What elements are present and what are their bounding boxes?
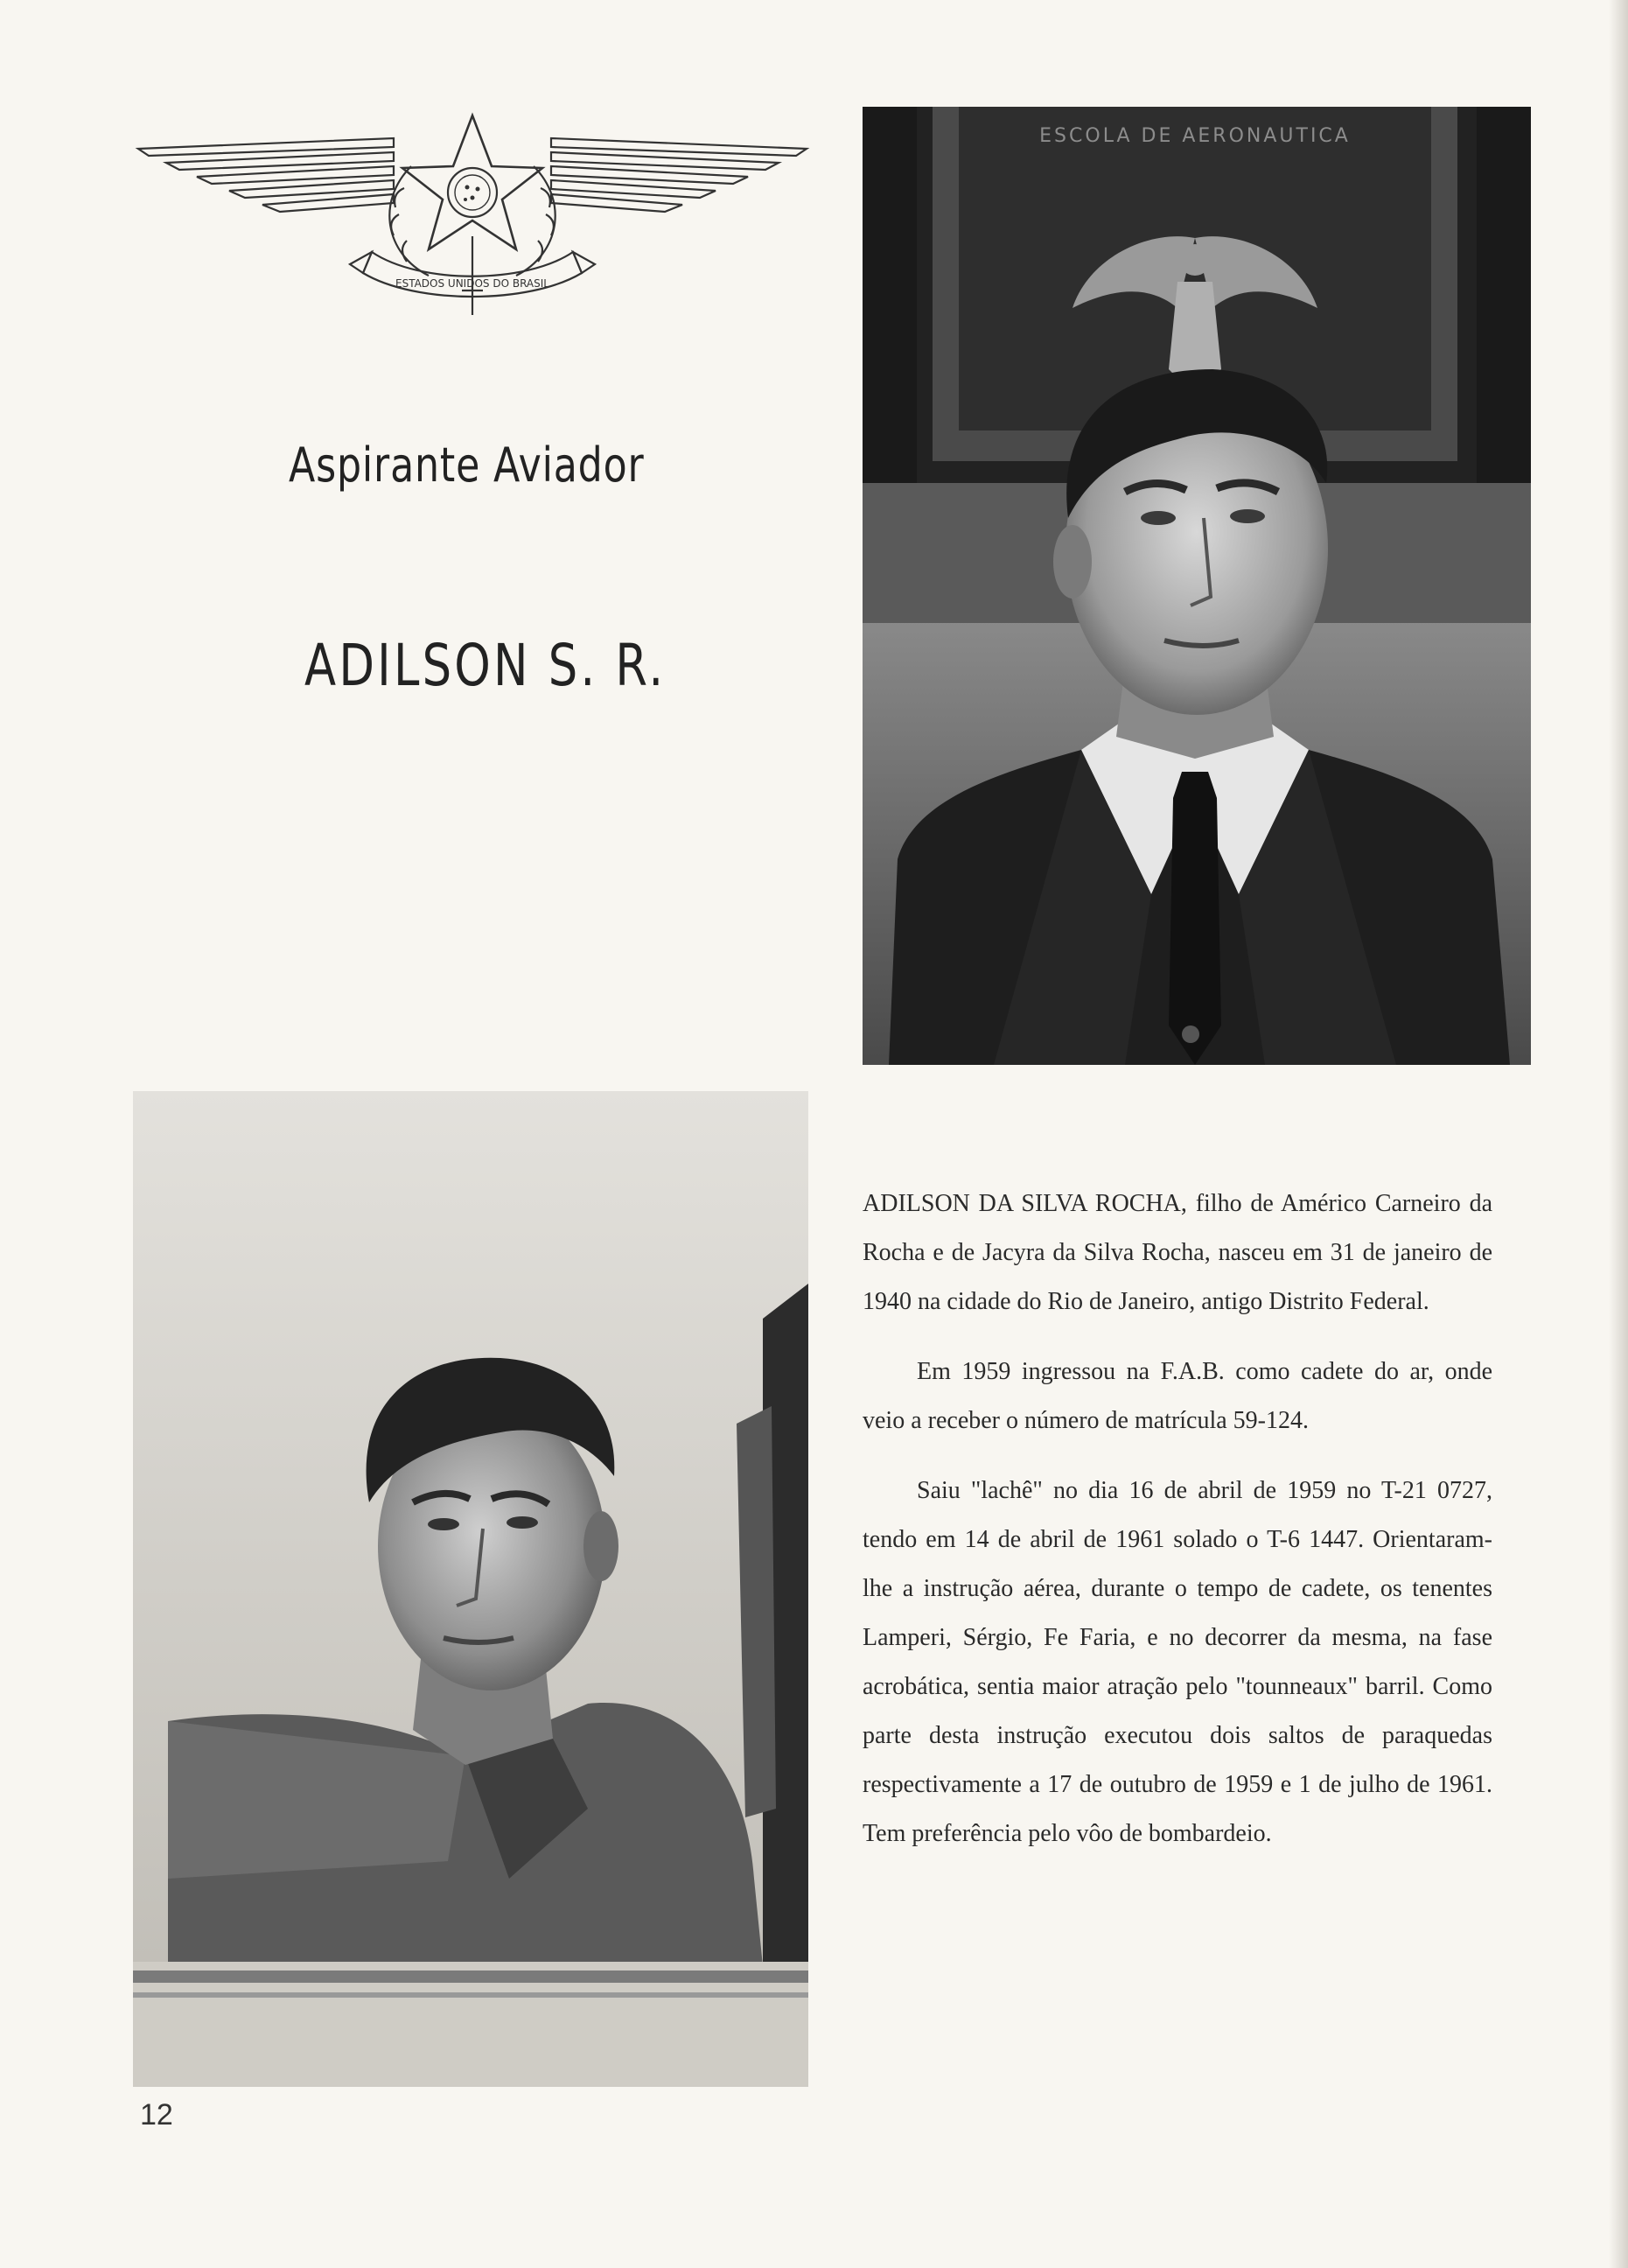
biography bbox=[863, 1180, 1492, 1880]
air-force-wings-insignia-icon bbox=[131, 105, 814, 324]
portrait-photo bbox=[863, 107, 1531, 1065]
page-number: 12 bbox=[140, 2098, 173, 2132]
page-edge-shadow bbox=[1609, 0, 1628, 2268]
insignia-ribbon-text: ESTADOS UNIDOS DO BRASIL bbox=[395, 277, 549, 290]
biography-paragraph: Em 1959 ingressou na F.A.B. como cadete do ar, onde veio a receber o número de matrícula 59-124. bbox=[863, 1358, 1492, 1434]
school-sign-text: ESCOLA DE AERONAUTICA bbox=[1039, 125, 1351, 147]
biography-paragraph: ADILSON DA SILVA ROCHA, filho de Américo Carneiro da Rocha e de Jacyra da Silva Rocha, nasceu em 31 de janeiro de 1940 na cidade do Rio de Janeiro, antigo Distrito Federal. bbox=[863, 1190, 1492, 1315]
biography-paragraph: Saiu "lachê" no dia 16 de abril de 1959 no T-21 0727, tendo em 14 de abril de 1961 solado o T-6 1447. Orientaram-lhe a instrução aérea, durante o tempo de cadete, os tenentes Lamperi, Sérgio, Fe Faria, e no decorrer da mesma, na fase acrobática, sentia maior atração pelo "tounneaux" barril. Como parte desta instrução executou dois saltos de paraquedas respectivamente a 17 de outubro de 1959 e 1 de julho de 1961. Tem preferência pelo vôo de bombardeio. bbox=[863, 1477, 1492, 1847]
cadet-name: ADILSON S. R. bbox=[304, 632, 667, 699]
cockpit-photo bbox=[133, 1091, 808, 2087]
rank-title: Aspirante Aviador bbox=[289, 438, 645, 493]
